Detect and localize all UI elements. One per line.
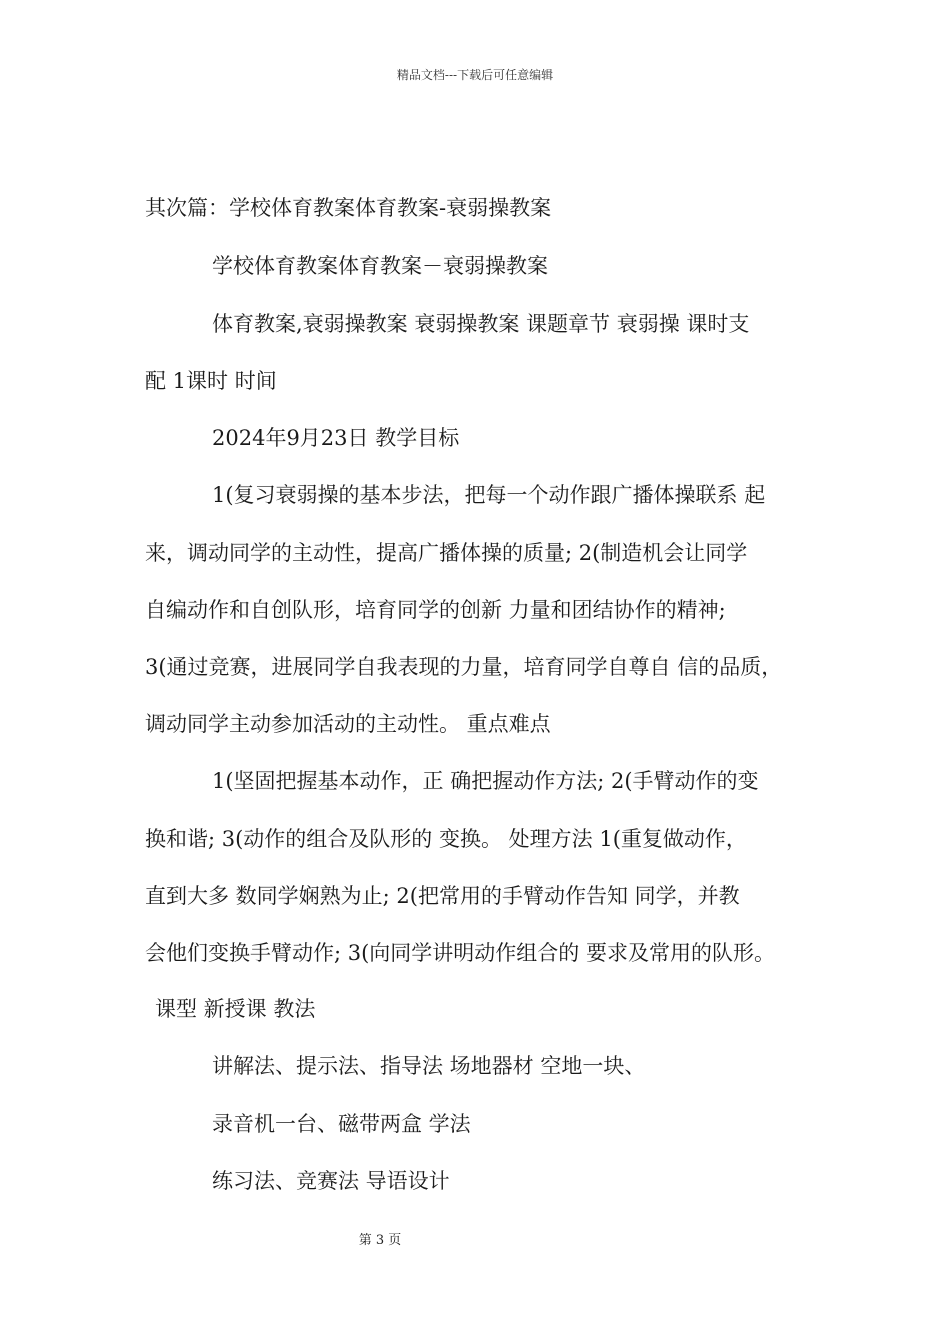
page-number: 第 3 页 xyxy=(358,1233,402,1248)
body-line: 课型 新授课 教法 xyxy=(155,997,316,1021)
body-line: 录音机一台、磁带两盒 学法 xyxy=(212,1112,471,1136)
body-line: 1(坚固把握基本动作，正 确把握动作方法; 2(手臂动作的变 xyxy=(212,769,759,793)
body-line: 来，调动同学的主动性，提高广播体操的质量; 2(制造机会让同学 xyxy=(145,541,748,565)
body-line: 换和谐; 3(动作的组合及队形的 变换。 处理方法 1(重复做动作， xyxy=(145,827,747,851)
page-header: 精品文档---下载后可任意编辑 xyxy=(396,68,554,82)
section-title: 其次篇：学校体育教案体育教案-衰弱操教案 xyxy=(145,196,552,220)
body-line: 配 1课时 时间 xyxy=(145,369,277,393)
document-heading: 学校体育教案体育教案－衰弱操教案 xyxy=(212,254,548,278)
body-line: 讲解法、提示法、指导法 场地器材 空地一块、 xyxy=(212,1054,646,1078)
body-line: 会他们变换手臂动作; 3(向同学讲明动作组合的 要求及常用的队形。 xyxy=(145,941,775,965)
body-line: 1(复习衰弱操的基本步法，把每一个动作跟广播体操联系 起 xyxy=(212,483,766,507)
body-line: 2024年9月23日 教学目标 xyxy=(212,426,460,450)
body-line: 直到大多 数同学娴熟为止; 2(把常用的手臂动作告知 同学，并教 xyxy=(145,884,740,908)
body-line: 调动同学主动参加活动的主动性。 重点难点 xyxy=(145,712,551,736)
body-line: 自编动作和自创队形，培育同学的创新 力量和团结协作的精神; xyxy=(145,598,726,622)
body-line: 练习法、竞赛法 导语设计 xyxy=(212,1169,450,1193)
body-line: 体育教案,衰弱操教案 衰弱操教案 课题章节 衰弱操 课时支 xyxy=(212,312,750,336)
body-line: 3(通过竞赛，进展同学自我表现的力量，培育同学自尊自 信的品质， xyxy=(145,655,783,679)
